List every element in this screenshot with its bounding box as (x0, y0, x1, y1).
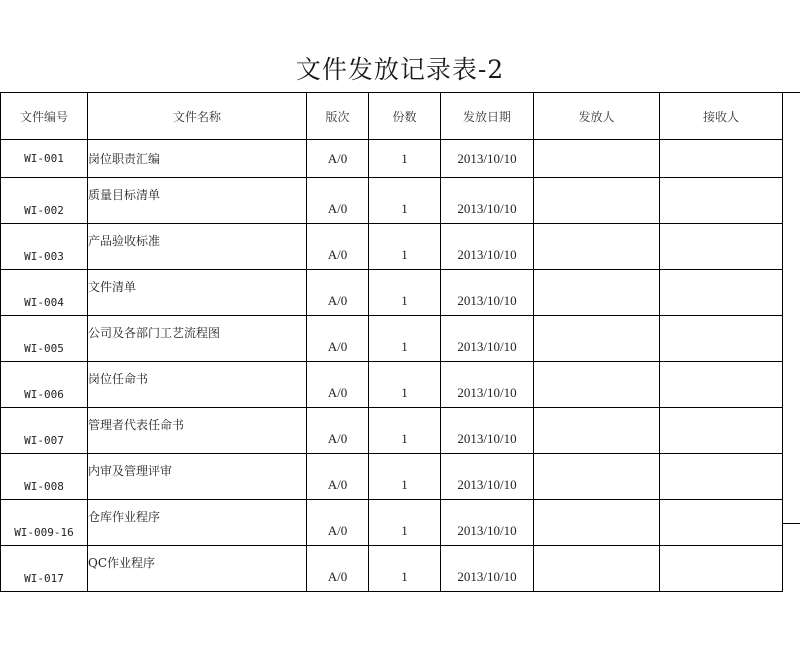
cell-issuer (534, 270, 660, 316)
cell-copies: 1 (369, 178, 441, 224)
table-row (1, 178, 783, 224)
cell-file-name: 文件清单 (88, 270, 307, 316)
cell-version: A/0 (307, 270, 369, 316)
cell-version: A/0 (307, 408, 369, 454)
table-row (1, 408, 783, 454)
cell-issuer (534, 224, 660, 270)
cell-copies: 1 (369, 224, 441, 270)
cell-file-name: 内审及管理评审 (88, 454, 307, 500)
cell-version: A/0 (307, 546, 369, 592)
cell-receiver (660, 408, 783, 454)
cell-file-name: 岗位职责汇编 (88, 140, 307, 178)
cell-issuer (534, 546, 660, 592)
cell-receiver (660, 270, 783, 316)
cell-copies: 1 (369, 546, 441, 592)
cell-issuer (534, 500, 660, 546)
cell-file-number: WI-005 (1, 316, 88, 362)
cell-issue-date: 2013/10/10 (441, 316, 534, 362)
cell-issue-date: 2013/10/10 (441, 408, 534, 454)
cell-file-number: WI-002 (1, 178, 88, 224)
cell-file-number: WI-004 (1, 270, 88, 316)
cell-file-number: WI-017 (1, 546, 88, 592)
table-right-edge (782, 92, 800, 524)
table-row (1, 454, 783, 500)
cell-copies: 1 (369, 454, 441, 500)
cell-receiver (660, 362, 783, 408)
cell-file-number: WI-009-16 (1, 500, 88, 546)
table-row (1, 316, 783, 362)
cell-file-name: 产品验收标准 (88, 224, 307, 270)
table-row (1, 362, 783, 408)
cell-file-name: 岗位任命书 (88, 362, 307, 408)
table-row (1, 224, 783, 270)
cell-issuer (534, 316, 660, 362)
cell-file-name: 管理者代表任命书 (88, 408, 307, 454)
table-row (1, 140, 783, 178)
cell-version: A/0 (307, 224, 369, 270)
cell-copies: 1 (369, 362, 441, 408)
cell-receiver (660, 140, 783, 178)
cell-receiver (660, 178, 783, 224)
cell-file-number: WI-008 (1, 454, 88, 500)
header-version: 版次 (307, 93, 369, 140)
cell-issuer (534, 178, 660, 224)
cell-issuer (534, 362, 660, 408)
table-row (1, 270, 783, 316)
header-file-name: 文件名称 (88, 93, 307, 140)
cell-issue-date: 2013/10/10 (441, 270, 534, 316)
cell-copies: 1 (369, 270, 441, 316)
cell-file-number: WI-006 (1, 362, 88, 408)
cell-issue-date: 2013/10/10 (441, 500, 534, 546)
cell-receiver (660, 546, 783, 592)
cell-issuer (534, 140, 660, 178)
cell-copies: 1 (369, 140, 441, 178)
cell-issue-date: 2013/10/10 (441, 454, 534, 500)
cell-receiver (660, 224, 783, 270)
table-row (1, 500, 783, 546)
cell-version: A/0 (307, 454, 369, 500)
table-header-row (1, 93, 783, 140)
header-file-number: 文件编号 (1, 93, 88, 140)
cell-issue-date: 2013/10/10 (441, 546, 534, 592)
cell-file-number: WI-003 (1, 224, 88, 270)
table-row (1, 546, 783, 592)
distribution-record-table (0, 92, 783, 592)
cell-issue-date: 2013/10/10 (441, 362, 534, 408)
cell-copies: 1 (369, 408, 441, 454)
cell-file-name: QC作业程序 (88, 546, 307, 592)
cell-issue-date: 2013/10/10 (441, 178, 534, 224)
header-issue-date: 发放日期 (441, 93, 534, 140)
cell-issue-date: 2013/10/10 (441, 224, 534, 270)
cell-receiver (660, 500, 783, 546)
cell-file-name: 仓库作业程序 (88, 500, 307, 546)
cell-receiver (660, 454, 783, 500)
cell-version: A/0 (307, 500, 369, 546)
header-issuer: 发放人 (534, 93, 660, 140)
cell-issuer (534, 454, 660, 500)
header-copies: 份数 (369, 93, 441, 140)
cell-version: A/0 (307, 140, 369, 178)
cell-issue-date: 2013/10/10 (441, 140, 534, 178)
header-receiver: 接收人 (660, 93, 783, 140)
cell-file-name: 公司及各部门工艺流程图 (88, 316, 307, 362)
cell-file-name: 质量目标清单 (88, 178, 307, 224)
cell-issuer (534, 408, 660, 454)
table-body (1, 140, 783, 592)
cell-copies: 1 (369, 316, 441, 362)
cell-copies: 1 (369, 500, 441, 546)
cell-version: A/0 (307, 362, 369, 408)
cell-file-number: WI-001 (1, 140, 88, 178)
cell-version: A/0 (307, 178, 369, 224)
cell-file-number: WI-007 (1, 408, 88, 454)
cell-version: A/0 (307, 316, 369, 362)
cell-receiver (660, 316, 783, 362)
page-title: 文件发放记录表-2 (295, 55, 505, 84)
